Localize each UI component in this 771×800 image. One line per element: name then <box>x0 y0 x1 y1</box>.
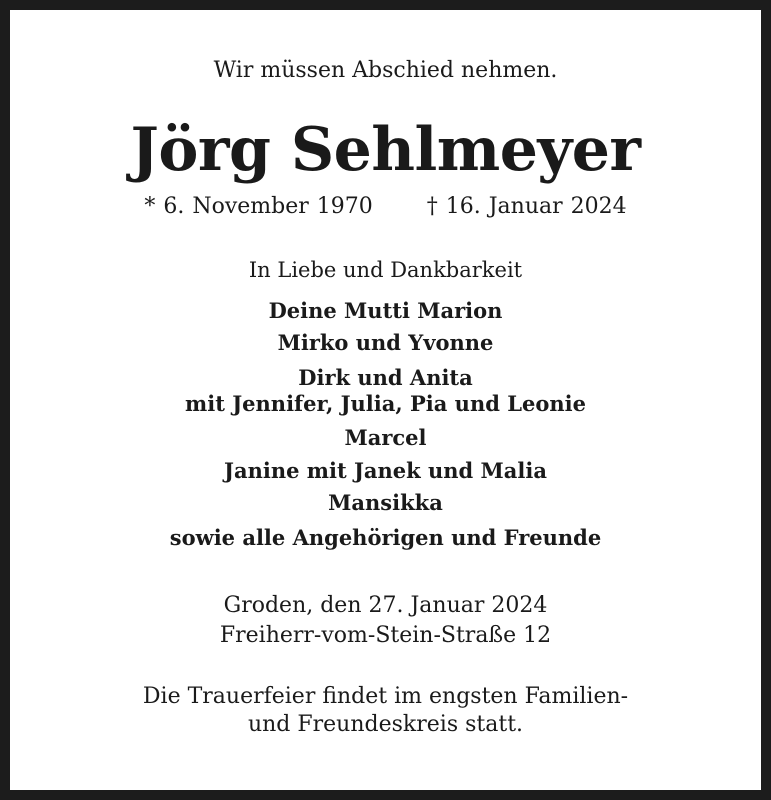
birth-date: * 6. November 1970 <box>144 194 373 219</box>
intro-text: Wir müssen Abschied nehmen. <box>213 58 558 83</box>
mourner-line: sowie alle Angehörigen und Freunde <box>169 525 602 550</box>
mourner-line: Deine Mutti Marion <box>268 298 503 323</box>
place-date: Groden, den 27. Januar 2024 <box>223 593 548 618</box>
death-date: † 16. Januar 2024 <box>426 194 627 219</box>
mourner-line: Mansikka <box>328 490 443 515</box>
address: Freiherr-vom-Stein-Straße 12 <box>219 623 552 648</box>
funeral-notice-line: und Freundeskreis statt. <box>247 712 524 737</box>
mourner-line: Marcel <box>344 425 427 450</box>
life-dates <box>10 196 761 218</box>
mourner-line: Mirko und Yvonne <box>277 330 494 355</box>
mourner-line: mit Jennifer, Julia, Pia und Leonie <box>185 391 586 416</box>
dedication-text: In Liebe und Dankbarkeit <box>248 258 523 282</box>
deceased-name: Jörg Sehlmeyer <box>130 115 641 185</box>
funeral-notice-line: Die Trauerfeier findet im engsten Familien- <box>142 684 629 709</box>
mourner-line: Dirk und Anita <box>298 365 473 390</box>
mourner-line: Janine mit Janek und Malia <box>224 458 547 483</box>
